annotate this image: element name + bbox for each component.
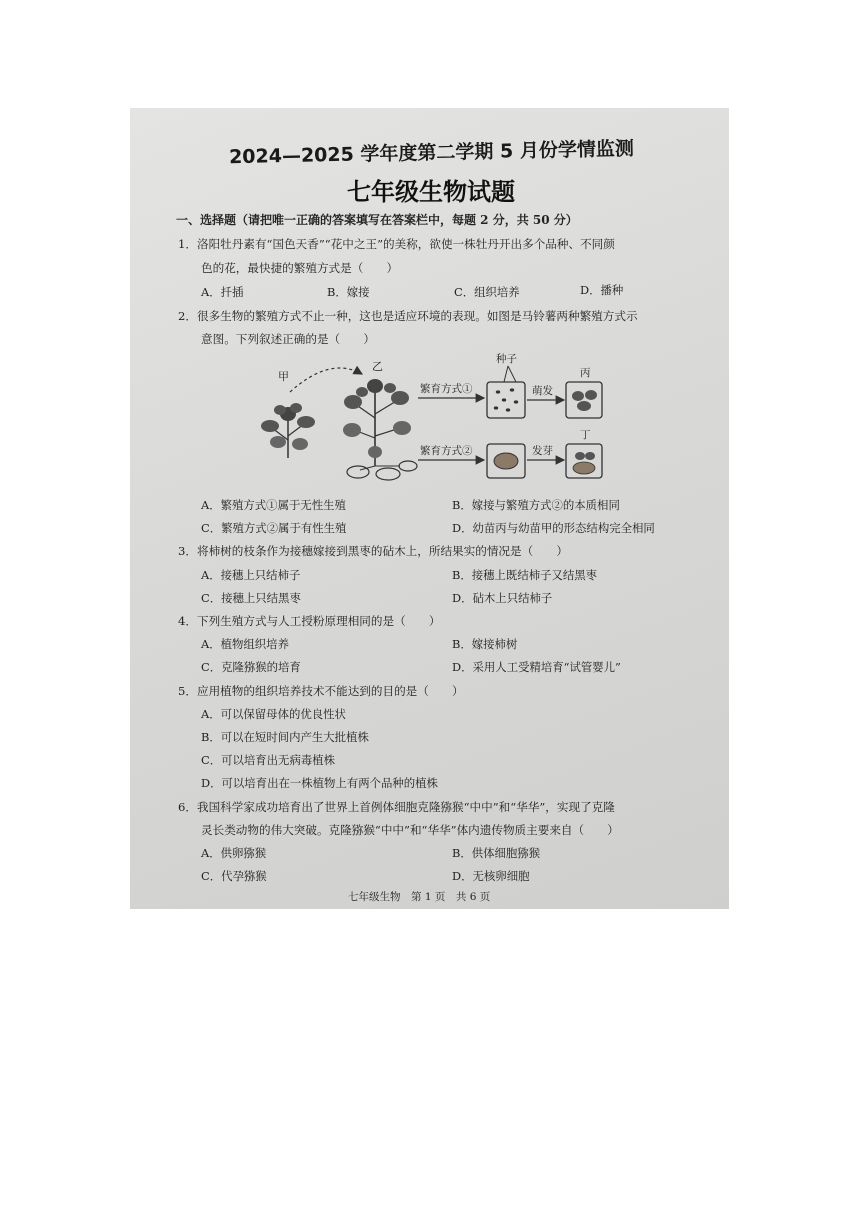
- page-footer: 七年级生物 第 1 页 共 6 页: [348, 891, 491, 903]
- q6-option-b: B．供体细胞猕猴: [452, 846, 541, 860]
- q4-option-b: B．嫁接柿树: [452, 637, 518, 651]
- scanned-page: [130, 108, 729, 909]
- label-ding: 丁: [580, 429, 591, 441]
- question-6-line-1: 6．我国科学家成功培育出了世界上首例体细胞克隆猕猴“中中”和“华华”，实现了克隆: [178, 800, 615, 814]
- question-1-line-2: 色的花，最快捷的繁殖方式是（ ）: [201, 261, 399, 275]
- q3-option-a: A．接穗上只结柿子: [201, 568, 301, 582]
- question-6-line-2: 灵长类动物的伟大突破。克隆猕猴“中中”和“华华”体内遗传物质主要来自（ ）: [201, 823, 619, 837]
- label-yi: 乙: [372, 360, 383, 373]
- exam-title: 2024—2025 学年度第二学期 5 月份学情监测: [228, 137, 635, 169]
- seedling-ding-illustration: [573, 452, 595, 474]
- q1-option-a: A．扦插: [201, 285, 244, 299]
- section-heading: 一、选择题（请把唯一正确的答案填写在答案栏中，每题 2 分，共 50 分）: [176, 213, 578, 227]
- question-4-line-1: 4．下列生殖方式与人工授粉原理相同的是（ ）: [178, 614, 441, 628]
- label-seed: 种子: [496, 353, 517, 365]
- label-jia: 甲: [278, 370, 289, 383]
- question-3-line-1: 3．将柿树的枝条作为接穗嫁接到黑枣的砧木上，所结果实的情况是（ ）: [178, 544, 568, 558]
- q3-option-c: C．接穗上只结黑枣: [201, 591, 301, 605]
- q1-option-d: D．播种: [580, 283, 624, 297]
- question-2-line-1: 2．很多生物的繁殖方式不止一种，这也是适应环境的表现。如图是马铃薯两种繁殖方式示: [178, 309, 638, 323]
- q2-option-a: A．繁殖方式①属于无性生殖: [201, 498, 346, 512]
- label-sprout-2: 发芽: [532, 445, 553, 457]
- label-bing: 丙: [580, 367, 591, 379]
- question-1-line-1: 1．洛阳牡丹素有“国色天香”“花中之王”的美称，欲使一株牡丹开出多个品种、不同颜: [178, 237, 615, 251]
- potato-reproduction-figure: [250, 348, 630, 488]
- plant-yi-illustration: [343, 379, 417, 480]
- q6-option-d: D．无核卵细胞: [452, 869, 530, 883]
- label-sprout-1: 萌发: [532, 385, 553, 397]
- q6-option-a: A．供卵猕猴: [201, 846, 267, 860]
- seedling-bing-illustration: [572, 390, 597, 411]
- q5-option-d: D．可以培育出在一株植物上有两个品种的植株: [201, 776, 438, 790]
- label-method-1: 繁育方式①: [420, 383, 473, 395]
- jia-to-yi-dashed-arrow: [290, 368, 362, 392]
- q3-option-b: B．接穗上既结柿子又结黑枣: [452, 568, 598, 582]
- q2-option-c: C．繁殖方式②属于有性生殖: [201, 521, 347, 535]
- seedling-bing-box: [566, 382, 602, 418]
- q5-option-b: B．可以在短时间内产生大批植株: [201, 730, 369, 744]
- q6-option-c: C．代孕猕猴: [201, 869, 267, 883]
- q1-option-b: B．嫁接: [327, 285, 370, 299]
- label-method-2: 繁育方式②: [420, 445, 473, 457]
- q4-option-c: C．克隆猕猴的培育: [201, 660, 301, 674]
- q5-option-a: A．可以保留母体的优良性状: [201, 707, 346, 721]
- tuber-illustration: [494, 453, 518, 469]
- seed-dots: [494, 388, 518, 411]
- q3-option-d: D．砧木上只结柿子: [452, 591, 553, 605]
- q4-option-d: D．采用人工受精培育“试管婴儿”: [452, 660, 621, 674]
- question-5-line-1: 5．应用植物的组织培养技术不能达到的目的是（ ）: [178, 684, 464, 698]
- q2-option-b: B．嫁接与繁殖方式②的本质相同: [452, 498, 620, 512]
- exam-subtitle: 七年级生物试题: [347, 178, 515, 206]
- q4-option-a: A．植物组织培养: [201, 637, 289, 651]
- q1-option-c: C．组织培养: [454, 285, 520, 299]
- question-2-line-2: 意图。下列叙述正确的是（ ）: [201, 332, 375, 346]
- plant-jia-illustration: [261, 403, 315, 458]
- q5-option-c: C．可以培育出无病毒植株: [201, 753, 336, 767]
- q2-option-d: D．幼苗丙与幼苗甲的形态结构完全相同: [452, 521, 655, 535]
